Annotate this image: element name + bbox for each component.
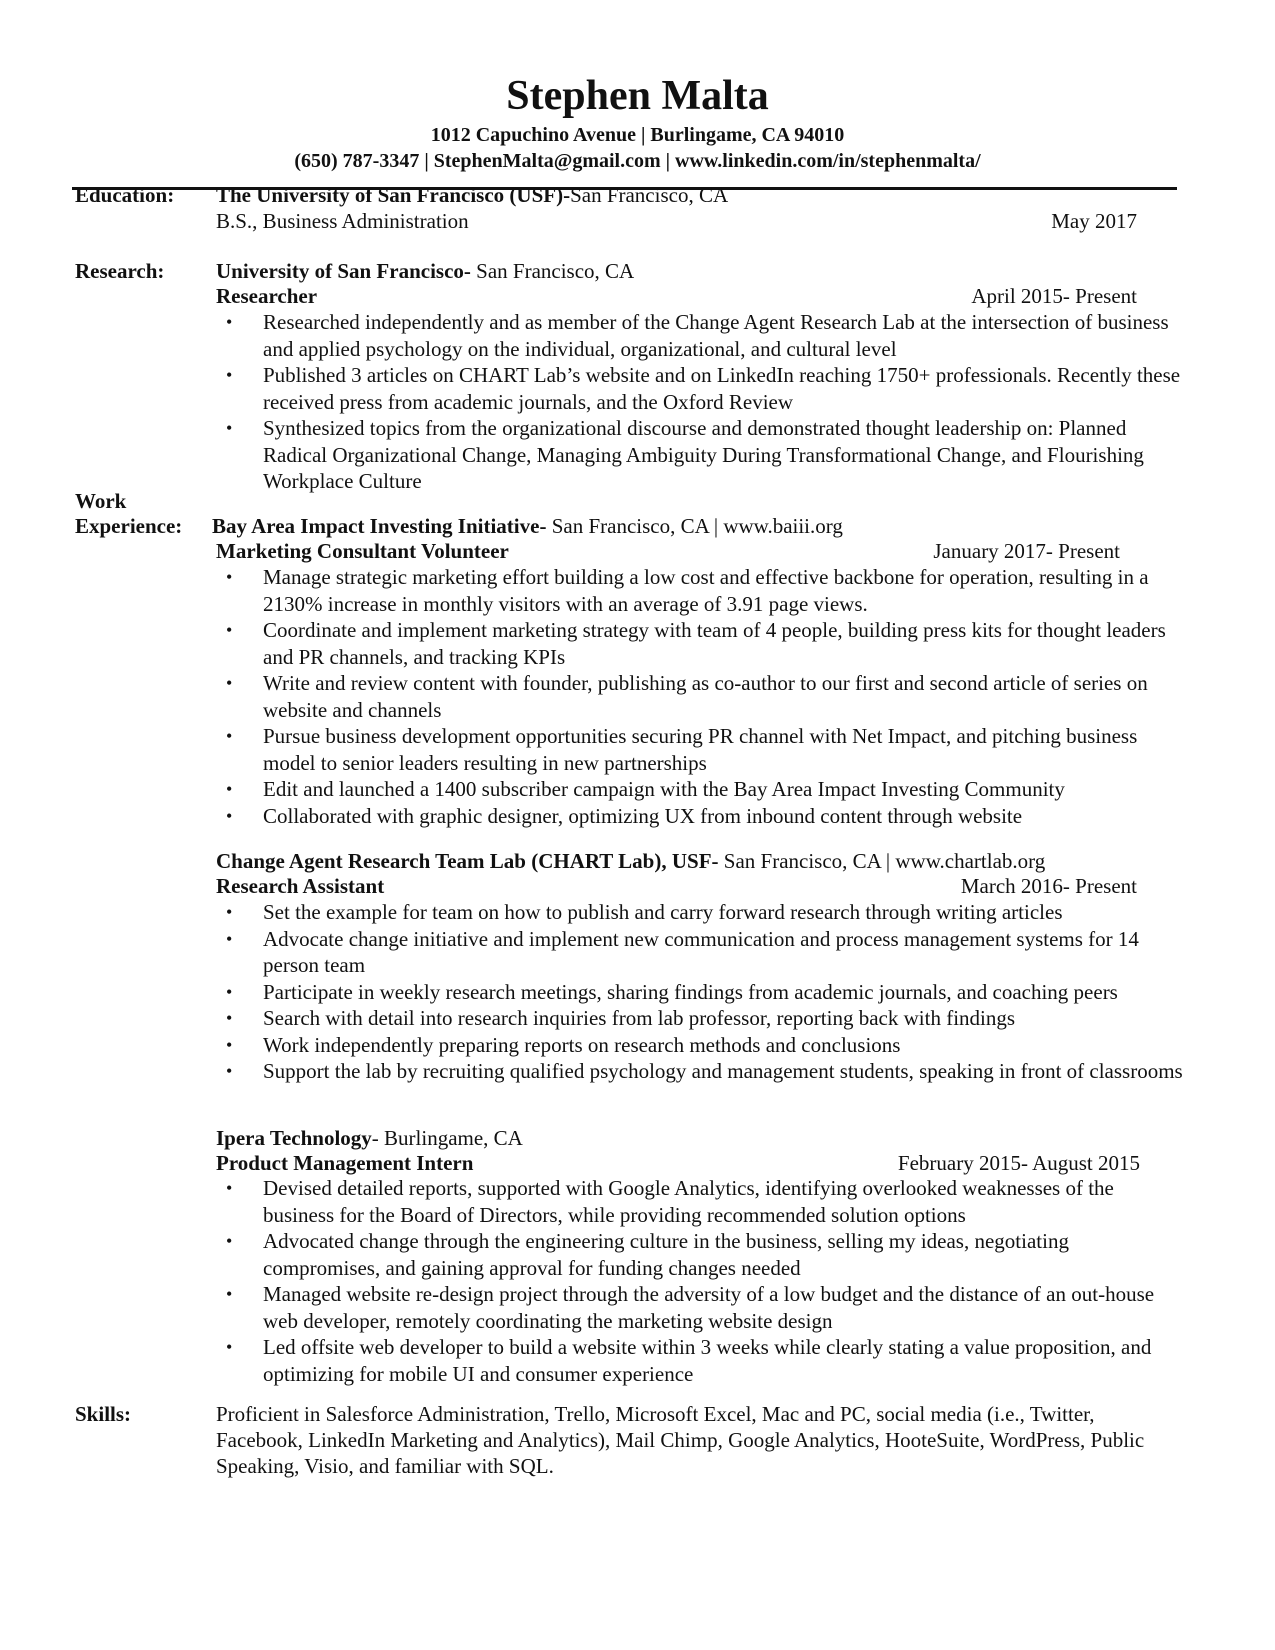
list-item: • Coordinate and implement marketing strategy with team of 4 people, building press kits for thought leaders and PR channels, and tracking KPIs — [226, 618, 1166, 669]
list-item: • Support the lab by recruiting qualified psychology and management students, speaking in front of classrooms — [226, 1059, 1183, 1083]
job-bullets — [225, 1175, 1185, 1387]
resume-header — [0, 70, 1275, 174]
applicant-name: Stephen Malta — [506, 73, 769, 119]
bullet-icon: • — [226, 1034, 233, 1055]
list-item: • Pursue business development opportunities securing PR channel with Net Impact, and pitching business model to senior leaders resulting in new partnerships — [226, 724, 1138, 775]
job-date: January 2017- Present — [933, 539, 1120, 563]
list-item: • Collaborated with graphic designer, optimizing UX from inbound content through website — [226, 803, 1023, 828]
bullet-icon: • — [226, 981, 233, 1002]
list-item: • Researched independently and as member of the Change Agent Research Lab at the intersection of business and applied psychology on the individual, organizational, and cultural level — [226, 310, 1169, 361]
job-org-line — [216, 1125, 523, 1151]
bullet-icon: • — [226, 1061, 233, 1081]
job-title: Marketing Consultant Volunteer — [216, 539, 509, 563]
bullet-icon: • — [226, 928, 233, 949]
bullet-icon: • — [226, 726, 233, 746]
work-label-line1: Work — [75, 489, 127, 513]
research-bullets — [225, 309, 1185, 495]
bullet-icon: • — [226, 902, 233, 922]
education-school: The University of San Francisco (USF)- — [216, 183, 571, 207]
job-bullets — [225, 899, 1185, 1085]
bullet-icon: • — [226, 312, 233, 332]
research-location: San Francisco, CA — [470, 259, 635, 283]
bullet-icon: • — [226, 418, 233, 438]
job-org-line — [212, 513, 843, 539]
work-label-line2: Experience: — [75, 514, 183, 538]
list-item: • Advocate change initiative and implement new communication and process management systems for 14 person team — [226, 926, 1139, 977]
contact-line: (650) 787-3347 | StephenMalta@gmail.com | www.linkedin.com/in/stephenmalta/ — [294, 150, 981, 172]
education-degree: B.S., Business Administration — [216, 209, 469, 233]
job-org-line — [216, 848, 1045, 874]
job-location: - Burlingame, CA — [371, 1126, 523, 1150]
list-item: • Managed website re-design project through the adversity of a low budget and the distance of an out-house web developer, remotely coordinating the marketing website design — [226, 1282, 1155, 1333]
education-date: May 2017 — [1051, 209, 1137, 233]
job-location: San Francisco, CA | www.chartlab.org — [718, 849, 1046, 873]
address-line: 1012 Capuchino Avenue | Burlingame, CA 94010 — [430, 124, 845, 146]
list-item: • Advocated change through the engineering culture in the business, selling my ideas, negotiating compromises, and gaining approval for funding changes needed — [226, 1229, 1069, 1280]
job-location: San Francisco, CA | www.baiii.org — [546, 514, 843, 538]
list-item: • Work independently preparing reports on research methods and conclusions — [226, 1032, 901, 1057]
job-title: Product Management Intern — [216, 1151, 474, 1175]
bullet-icon: • — [226, 779, 233, 799]
job-org: Bay Area Impact Investing Initiative- — [212, 514, 547, 538]
research-org: University of San Francisco- — [216, 259, 471, 283]
research-title: Researcher — [216, 284, 318, 308]
list-item: • Manage strategic marketing effort building a low cost and effective backbone for operation, resulting in a 2130% increase in monthly visitors with an average of 3.91 page views. — [226, 565, 1149, 616]
research-label: Research: — [75, 259, 165, 283]
education-label: Education: — [75, 183, 175, 207]
list-item: • Search with detail into research inquiries from lab professor, reporting back with findings — [226, 1006, 1016, 1030]
list-item: • Set the example for team on how to publish and carry forward research through writing articles — [226, 900, 1063, 924]
bullet-icon: • — [226, 673, 233, 693]
research-date: April 2015- Present — [971, 284, 1137, 308]
bullet-icon: • — [226, 1231, 233, 1251]
bullet-icon: • — [226, 805, 233, 826]
job-org: Change Agent Research Team Lab (CHART Lab), USF- — [216, 849, 719, 873]
bullet-icon: • — [226, 365, 233, 385]
list-item: • Devised detailed reports, supported with Google Analytics, identifying overlooked weaknesses of the business for the Board of Directors, while providing recommended solution options — [226, 1176, 1114, 1227]
list-item: • Write and review content with founder, publishing as co-author to our first and second article of series on website and channels — [226, 671, 1148, 722]
list-item: • Participate in weekly research meetings, sharing findings from academic journals, and coaching peers — [226, 979, 1118, 1004]
job-bullets — [225, 564, 1185, 829]
skills-text: Proficient in Salesforce Administration, Trello, Microsoft Excel, Mac and PC, social media (i.e., Twitter, Facebook, LinkedIn Marketing and Analytics), Mail Chimp, Google Analytics, HooteSuite, WordPress, Public Speaking, Visio, and familiar with SQL. — [216, 1402, 1145, 1478]
bullet-icon: • — [226, 1008, 233, 1028]
bullet-icon: • — [226, 1337, 233, 1357]
list-item: • Published 3 articles on CHART Lab’s website and on LinkedIn reaching 1750+ professionals. Recently these received press from academic journals, and the Oxford Review — [226, 363, 1181, 414]
job-date: March 2016- Present — [960, 874, 1137, 898]
research-org-line — [216, 258, 634, 284]
education-location: San Francisco, CA — [570, 183, 729, 207]
bullet-icon: • — [226, 620, 233, 640]
bullet-icon: • — [226, 567, 233, 587]
education-school-line — [216, 182, 728, 208]
bullet-icon: • — [226, 1178, 233, 1198]
list-item: • Edit and launched a 1400 subscriber campaign with the Bay Area Impact Investing Community — [226, 777, 1065, 801]
bullet-icon: • — [226, 1284, 233, 1304]
list-item: • Led offsite web developer to build a website within 3 weeks while clearly stating a value proposition, and optimizing for mobile UI and consumer experience — [226, 1335, 1152, 1386]
job-org: Ipera Technology — [216, 1126, 372, 1150]
job-title: Research Assistant — [216, 874, 385, 898]
list-item: • Synthesized topics from the organizational discourse and demonstrated thought leadership on: Planned Radical Organizational Change, Managing Ambiguity During Transformational Change, and Flourishing Workplace Culture — [226, 416, 1144, 493]
job-date: February 2015- August 2015 — [897, 1151, 1140, 1175]
skills-label: Skills: — [75, 1402, 132, 1426]
